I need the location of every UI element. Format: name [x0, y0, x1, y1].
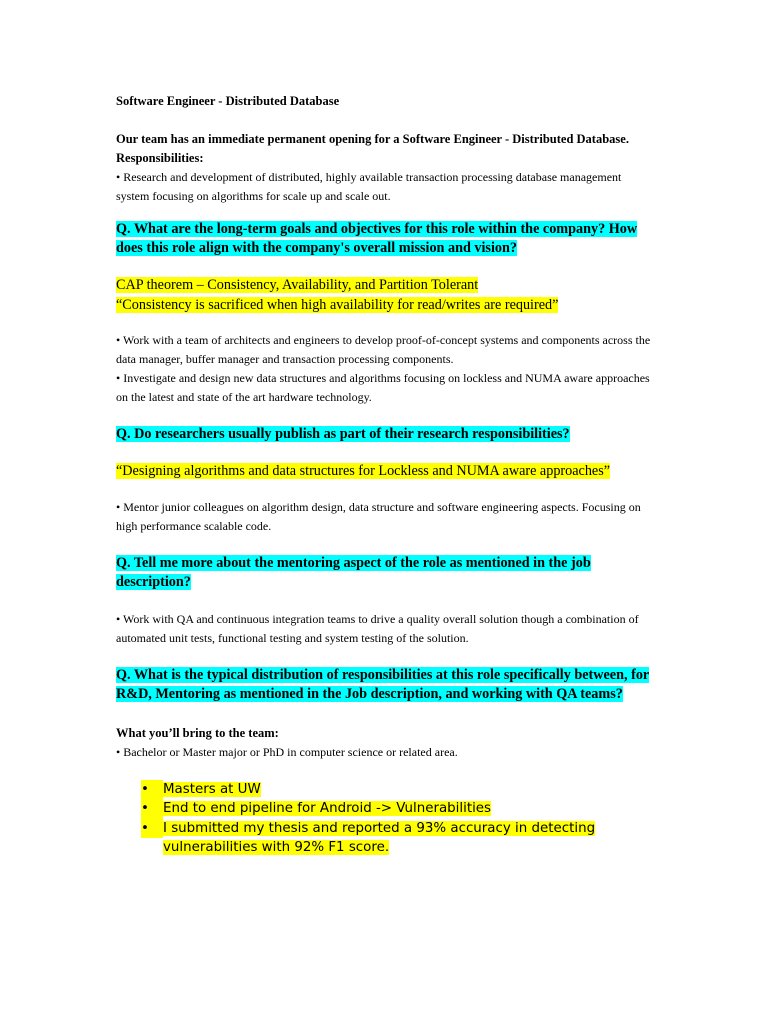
question-goals-text: Q. What are the long-term goals and objectives for this role within the company? How does this role align with the company's overall mission and vision? [116, 221, 638, 256]
bullet-icon: • [141, 819, 163, 839]
bullet-icon: • [141, 799, 163, 819]
spacer [116, 648, 656, 666]
bullet-icon: • [141, 780, 163, 800]
spacer [116, 482, 656, 498]
note-consistency-text: “Consistency is sacrificed when high availability for read/writes are required” [116, 296, 559, 313]
note-lockless-numa-text: “Designing algorithms and data structures for Lockless and NUMA aware approaches” [116, 463, 611, 479]
note-lockless-numa [116, 462, 656, 482]
spacer [116, 315, 656, 331]
spacer [116, 592, 656, 610]
spacer [116, 704, 656, 724]
requirement-degree: • Bachelor or Master major or PhD in computer science or related area. [116, 744, 458, 759]
bring-heading: What you’ll bring to the team: [116, 725, 279, 740]
responsibility-mentor: • Mentor junior colleagues on algorithm design, data structure and software engineering aspects. Focusing on high performance scalable code. [116, 499, 641, 533]
responsibility-data-structures: • Investigate and design new data structures and algorithms focusing on lockless and NUMA aware approaches on the latest and state of the art hardware technology. [116, 371, 650, 404]
list-item [141, 799, 656, 819]
responsibilities-heading: Responsibilities: [116, 151, 204, 165]
question-distribution-text: Q. What is the typical distribution of responsibilities at this role specifically between, for R&D, Mentoring as mentioned in the Job description, and working with QA teams? [116, 666, 650, 702]
responsibility-proof-of-concept: • Work with a team of architects and engineers to develop proof-of-concept systems and components across the data manager, buffer manager and transaction processing components. [116, 333, 651, 366]
question-publish [116, 425, 656, 444]
spacer [116, 407, 656, 425]
question-mentoring [116, 554, 656, 592]
list-item [141, 780, 656, 800]
note-cap-theorem [116, 276, 656, 296]
document-page [116, 92, 656, 858]
responsibility-qa: • Work with QA and continuous integration teams to drive a quality overall solution though a combination of automated unit tests, functional testing and system testing of the solution. [116, 611, 639, 645]
question-goals [116, 220, 656, 258]
candidate-notes-list [116, 780, 656, 858]
responsibility-research: • Research and development of distributed, highly available transaction processing database management system focusing on algorithms for scale up and scale out. [116, 170, 622, 203]
question-publish-text: Q. Do researchers usually publish as part of their research responsibilities? [116, 426, 570, 442]
question-distribution [116, 666, 656, 704]
intro-paragraph: Our team has an immediate permanent opening for a Software Engineer - Distributed Database. [116, 132, 629, 146]
spacer [116, 444, 656, 462]
candidate-note-pipeline: End to end pipeline for Android -> Vulnerabilities [163, 801, 492, 816]
spacer [116, 258, 656, 276]
job-title: Software Engineer - Distributed Database [116, 94, 340, 108]
candidate-note-masters: Masters at UW [163, 781, 261, 797]
spacer [116, 206, 656, 220]
list-item [141, 819, 656, 858]
note-cap-theorem-text: CAP theorem – Consistency, Availability, and Partition Tolerant [116, 277, 479, 293]
note-consistency [116, 296, 656, 316]
spacer [116, 111, 656, 130]
spacer [116, 536, 656, 554]
question-mentoring-text: Q. Tell me more about the mentoring aspect of the role as mentioned in the job description? [116, 554, 591, 590]
spacer [116, 762, 656, 780]
candidate-note-thesis: I submitted my thesis and reported a 93% accuracy in detecting vulnerabilities with 92% F1 score. [163, 820, 596, 855]
